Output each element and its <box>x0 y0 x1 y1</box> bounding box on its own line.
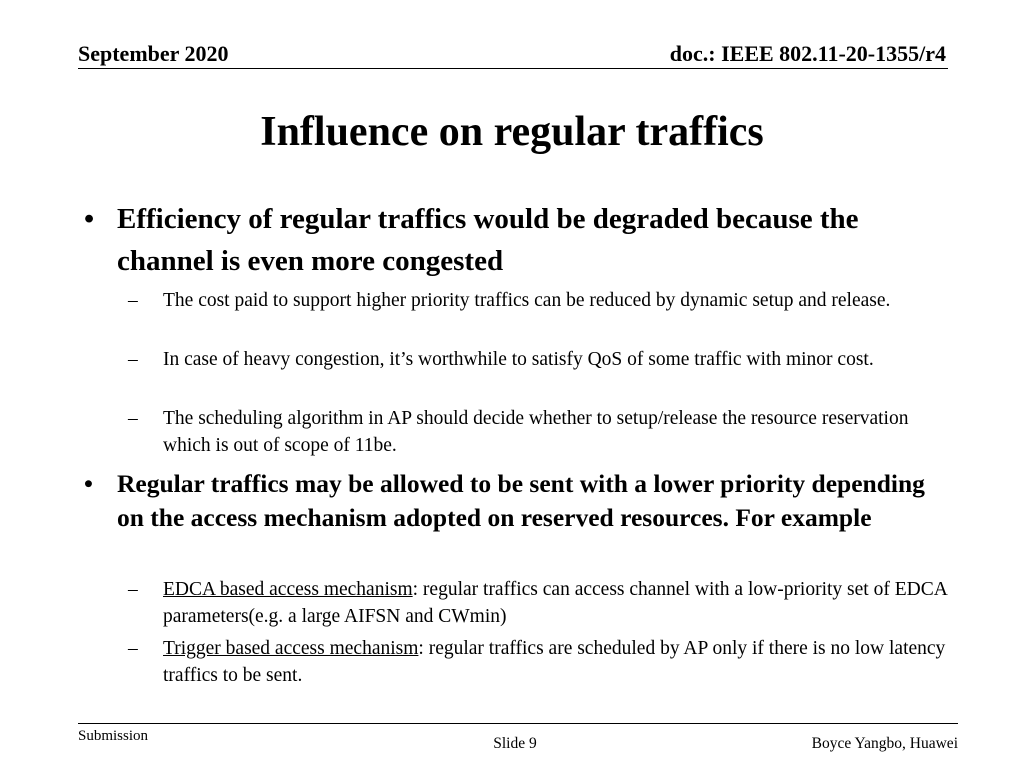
sub-bullet-marker: – <box>128 579 138 600</box>
sub-bullet-text <box>163 635 948 689</box>
sub-bullet-item <box>128 405 948 459</box>
footer-submission: Submission <box>78 728 149 744</box>
bullet-marker: • <box>84 469 93 498</box>
sub-bullet-text: In case of heavy congestion, it’s worthwhile to satisfy QoS of some traffic with minor cost. <box>163 349 874 370</box>
footer-divider <box>78 723 958 724</box>
footer-slide-number: Slide 9 <box>493 735 537 752</box>
sub-bullet-item <box>128 287 948 314</box>
sub-bullet-text: The scheduling algorithm in AP should decide whether to setup/release the resource reservation which is out of scope of 11be. <box>163 408 909 456</box>
footer-author: Boyce Yangbo, Huawei <box>811 735 958 752</box>
bullet-text: Efficiency of regular traffics would be degraded because the channel is even more congested <box>117 203 859 277</box>
header-divider <box>78 68 948 69</box>
sub-bullet-item <box>128 576 948 630</box>
sub-bullet-item <box>128 346 948 373</box>
header-doc-id: doc.: IEEE 802.11-20-1355/r4 <box>669 41 946 66</box>
sub-bullet-marker: – <box>128 290 138 311</box>
sub-bullet-marker: – <box>128 349 138 370</box>
edca-mechanism-term: EDCA based access mechanism <box>163 579 413 600</box>
bullet-item <box>78 467 948 535</box>
slide-title: Influence on regular traffics <box>260 109 764 155</box>
bullet-item <box>78 198 948 282</box>
bullet-text: Regular traffics may be allowed to be sent with a lower priority depending on the access mechanism adopted on reserved resources. For example <box>117 469 925 532</box>
sub-bullet-text: The cost paid to support higher priority traffics can be reduced by dynamic setup and release. <box>163 290 891 311</box>
header-date: September 2020 <box>78 41 229 66</box>
sub-bullet-text <box>163 576 948 630</box>
trigger-mechanism-term: Trigger based access mechanism <box>163 638 419 659</box>
sub-bullet-item <box>128 635 948 689</box>
edca-mechanism-description: : regular traffics can access channel with a low-priority set of EDCA parameters(e.g. a large AIFSN and CWmin) <box>163 579 947 627</box>
sub-bullet-marker: – <box>128 638 138 659</box>
sub-bullet-marker: – <box>128 408 138 429</box>
bullet-marker: • <box>84 203 95 235</box>
trigger-mechanism-description: : regular traffics are scheduled by AP only if there is no low latency traffics to be sent. <box>163 638 946 686</box>
